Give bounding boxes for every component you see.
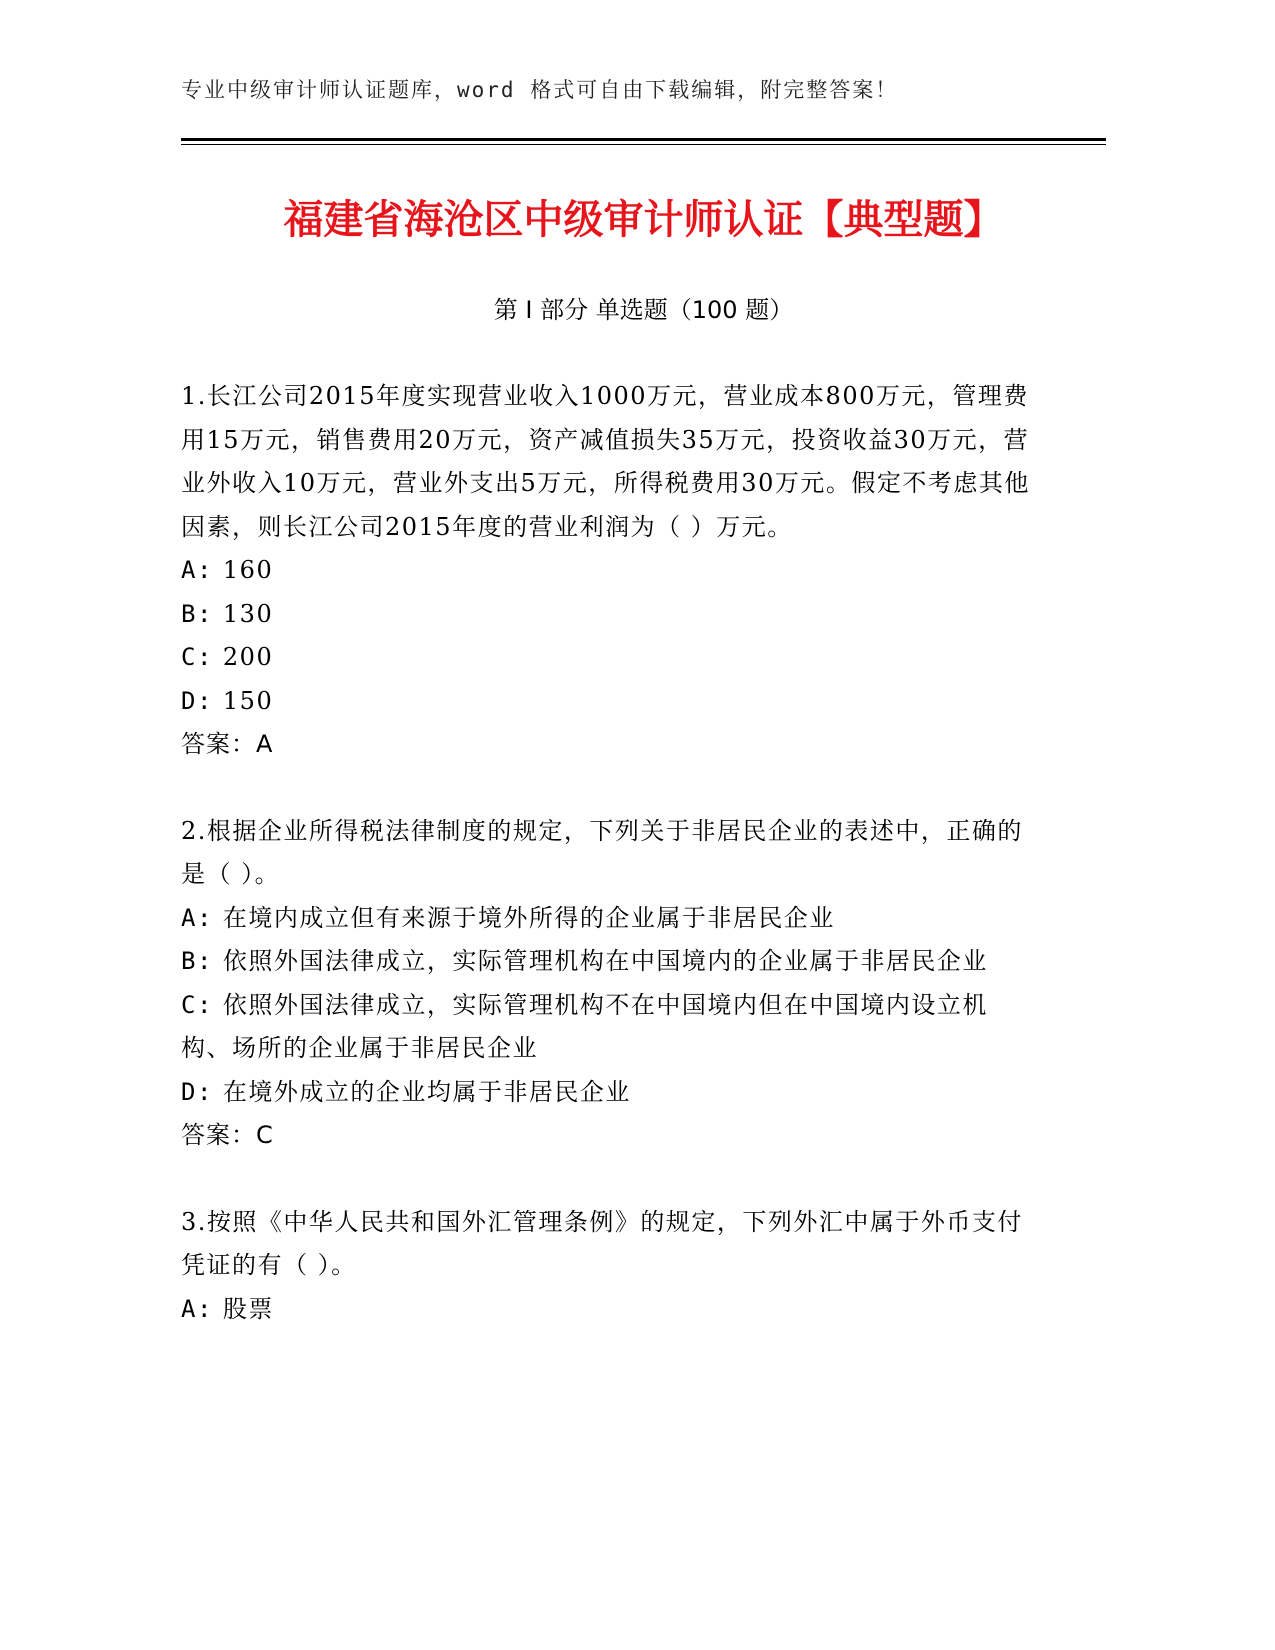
- option-label: D:: [181, 1077, 213, 1106]
- question-stem: 2.根据企业所得税法律制度的规定，下列关于非居民企业的表述中，正确的是（ ）。: [181, 816, 1023, 888]
- document-title: 福建省海沧区中级审计师认证【典型题】: [283, 197, 1004, 243]
- option-label: C:: [181, 990, 213, 1019]
- header-rule-thin: [181, 144, 1106, 145]
- question-2: [181, 810, 1031, 1158]
- option-label: A:: [181, 556, 213, 584]
- option-label: D:: [181, 686, 213, 715]
- option-text: 在境内成立但有来源于境外所得的企业属于非居民企业: [222, 903, 835, 932]
- question-3: [181, 1201, 1031, 1332]
- option-label: A:: [181, 1294, 213, 1323]
- option-b: [181, 593, 1031, 637]
- option-label: C:: [181, 643, 213, 671]
- option-text: 依照外国法律成立，实际管理机构在中国境内的企业属于非居民企业: [222, 947, 988, 975]
- question-list: [181, 375, 1031, 1374]
- option-text: 在境外成立的企业均属于非居民企业: [222, 1077, 631, 1106]
- option-a: [181, 1288, 1031, 1332]
- option-c: [181, 636, 1031, 680]
- option-d: [181, 680, 1031, 724]
- option-d: [181, 1071, 1031, 1115]
- option-text: 依照外国法律成立，实际管理机构不在中国境内但在中国境内设立机构、场所的企业属于非居民企业: [181, 990, 988, 1062]
- option-text: 130: [222, 599, 274, 628]
- section-heading: 第 I 部分 单选题（100 题）: [493, 296, 794, 324]
- option-text: 150: [222, 686, 274, 715]
- header-rule-thick: [181, 138, 1106, 141]
- header-note: 专业中级审计师认证题库，word 格式可自由下载编辑，附完整答案！: [181, 78, 899, 102]
- option-label: A:: [181, 903, 213, 932]
- option-c: [181, 984, 1031, 1071]
- answer: 答案：A: [181, 730, 274, 758]
- option-label: B:: [181, 947, 213, 975]
- option-a: [181, 897, 1031, 941]
- answer: 答案：C: [181, 1121, 274, 1149]
- question-1: [181, 375, 1031, 767]
- question-stem: 1.长江公司2015年度实现营业收入1000万元，营业成本800万元，管理费用15万元，销售费用20万元，资产减值损失35万元，投资收益30万元，营业外收入10万元，营业外支出5万元，所得税费用30万元。假定不考虑其他因素，则长江公司2015年度的营业利润为（ ）万元。: [181, 382, 1030, 541]
- option-label: B:: [181, 599, 213, 628]
- option-b: [181, 940, 1031, 984]
- option-text: 股票: [222, 1294, 274, 1323]
- question-stem: 3.按照《中华人民共和国外汇管理条例》的规定，下列外汇中属于外币支付凭证的有（ ）。: [181, 1207, 1023, 1279]
- option-text: 160: [222, 556, 274, 584]
- option-a: [181, 549, 1031, 593]
- option-text: 200: [222, 643, 274, 671]
